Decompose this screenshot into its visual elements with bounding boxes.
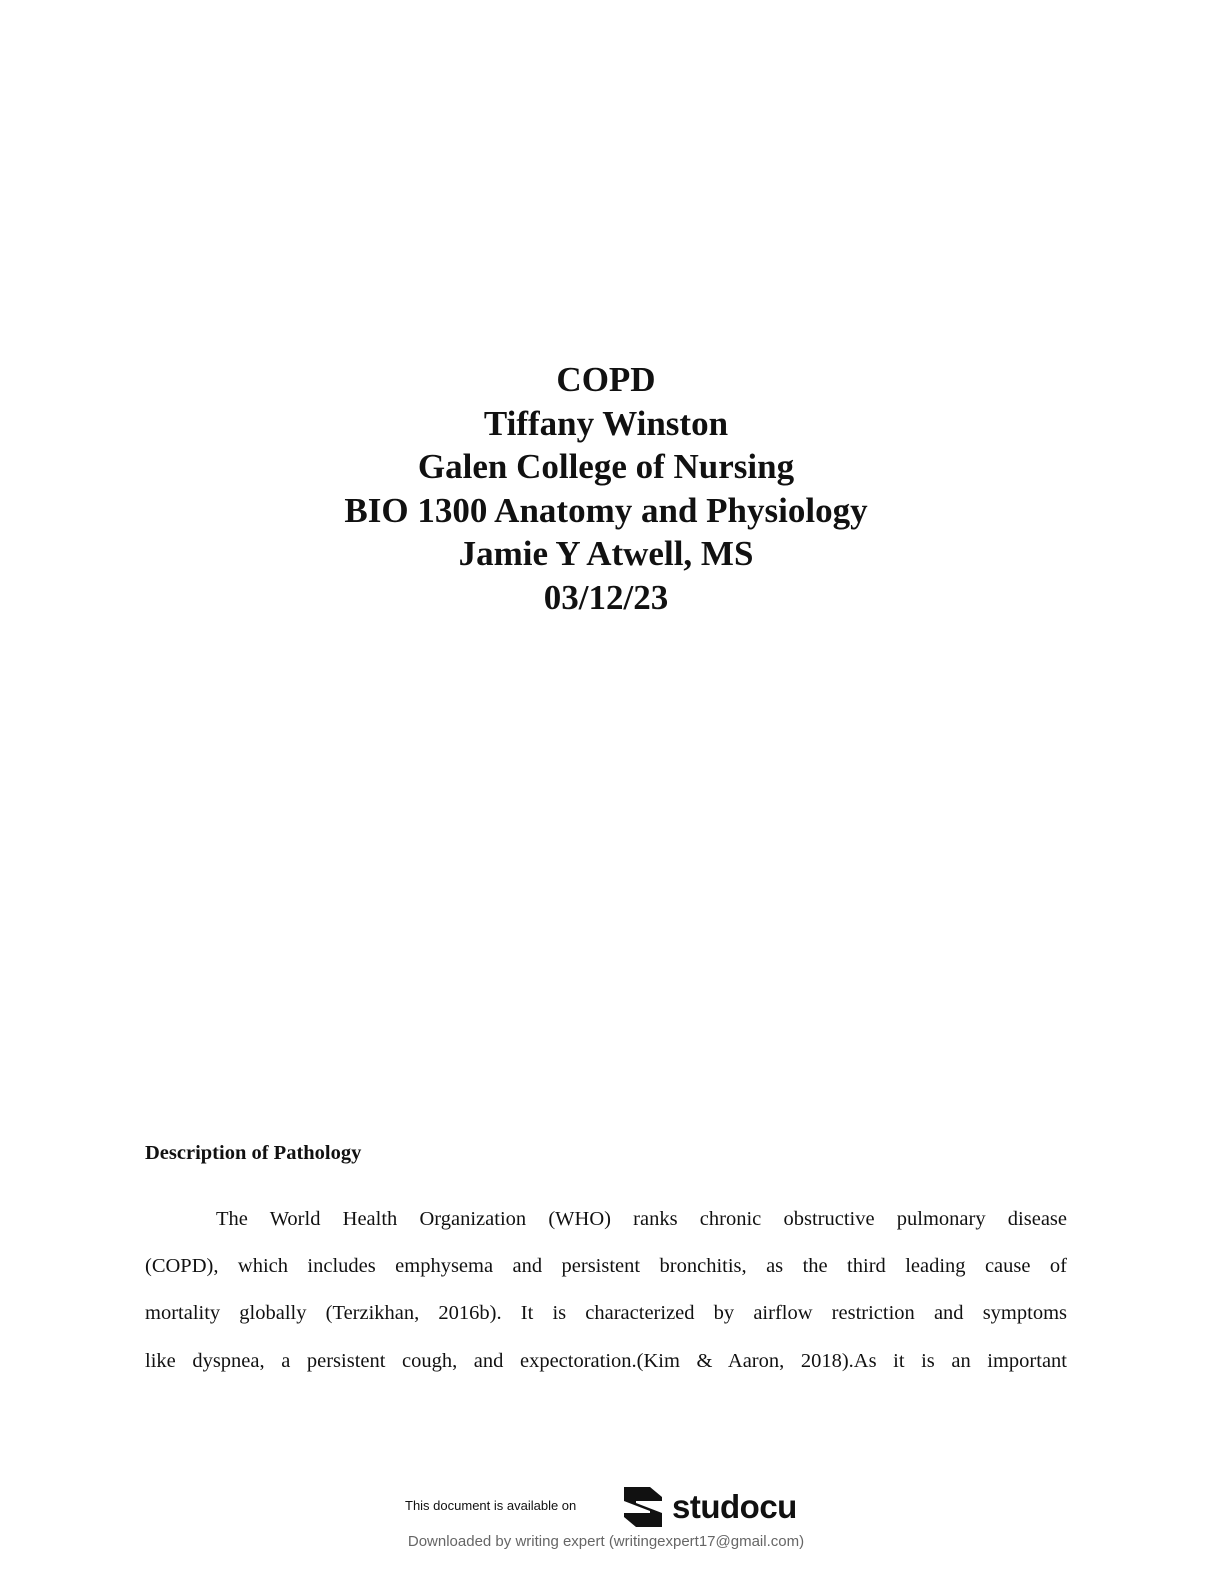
paragraph-line: like dyspnea, a persistent cough, and expectoration.(Kim & Aaron, 2018).As it is an important (145, 1349, 1067, 1372)
section-heading: Description of Pathology (145, 1142, 362, 1164)
document-title: COPD (556, 360, 656, 399)
page-footer (0, 1478, 1224, 1578)
studocu-logo-icon (620, 1483, 666, 1531)
paragraph-line: (COPD), which includes emphysema and persistent bronchitis, as the third leading cause of (145, 1255, 1067, 1278)
institution-name: Galen College of Nursing (417, 447, 795, 487)
studocu-brand-name: studocu (672, 1488, 797, 1525)
author-name: Tiffany Winston (483, 403, 729, 443)
available-on-text: This document is available on (405, 1498, 577, 1513)
studocu-brand-link[interactable] (620, 1482, 797, 1532)
download-note: Downloaded by writing expert (writingexpert17@gmail.com) (407, 1533, 805, 1550)
paragraph-line: mortality globally (Terzikhan, 2016b). It is characterized by airflow restriction and symptoms (145, 1302, 1067, 1325)
instructor-name: Jamie Y Atwell, MS (458, 534, 754, 574)
cover-title-block (0, 358, 1212, 620)
course-name: BIO 1300 Anatomy and Physiology (344, 490, 868, 530)
document-date: 03/12/23 (543, 577, 669, 617)
paragraph-line: The World Health Organization (WHO) ranks chronic obstructive pulmonary disease (216, 1208, 1067, 1230)
body-paragraph (145, 1196, 1067, 1385)
